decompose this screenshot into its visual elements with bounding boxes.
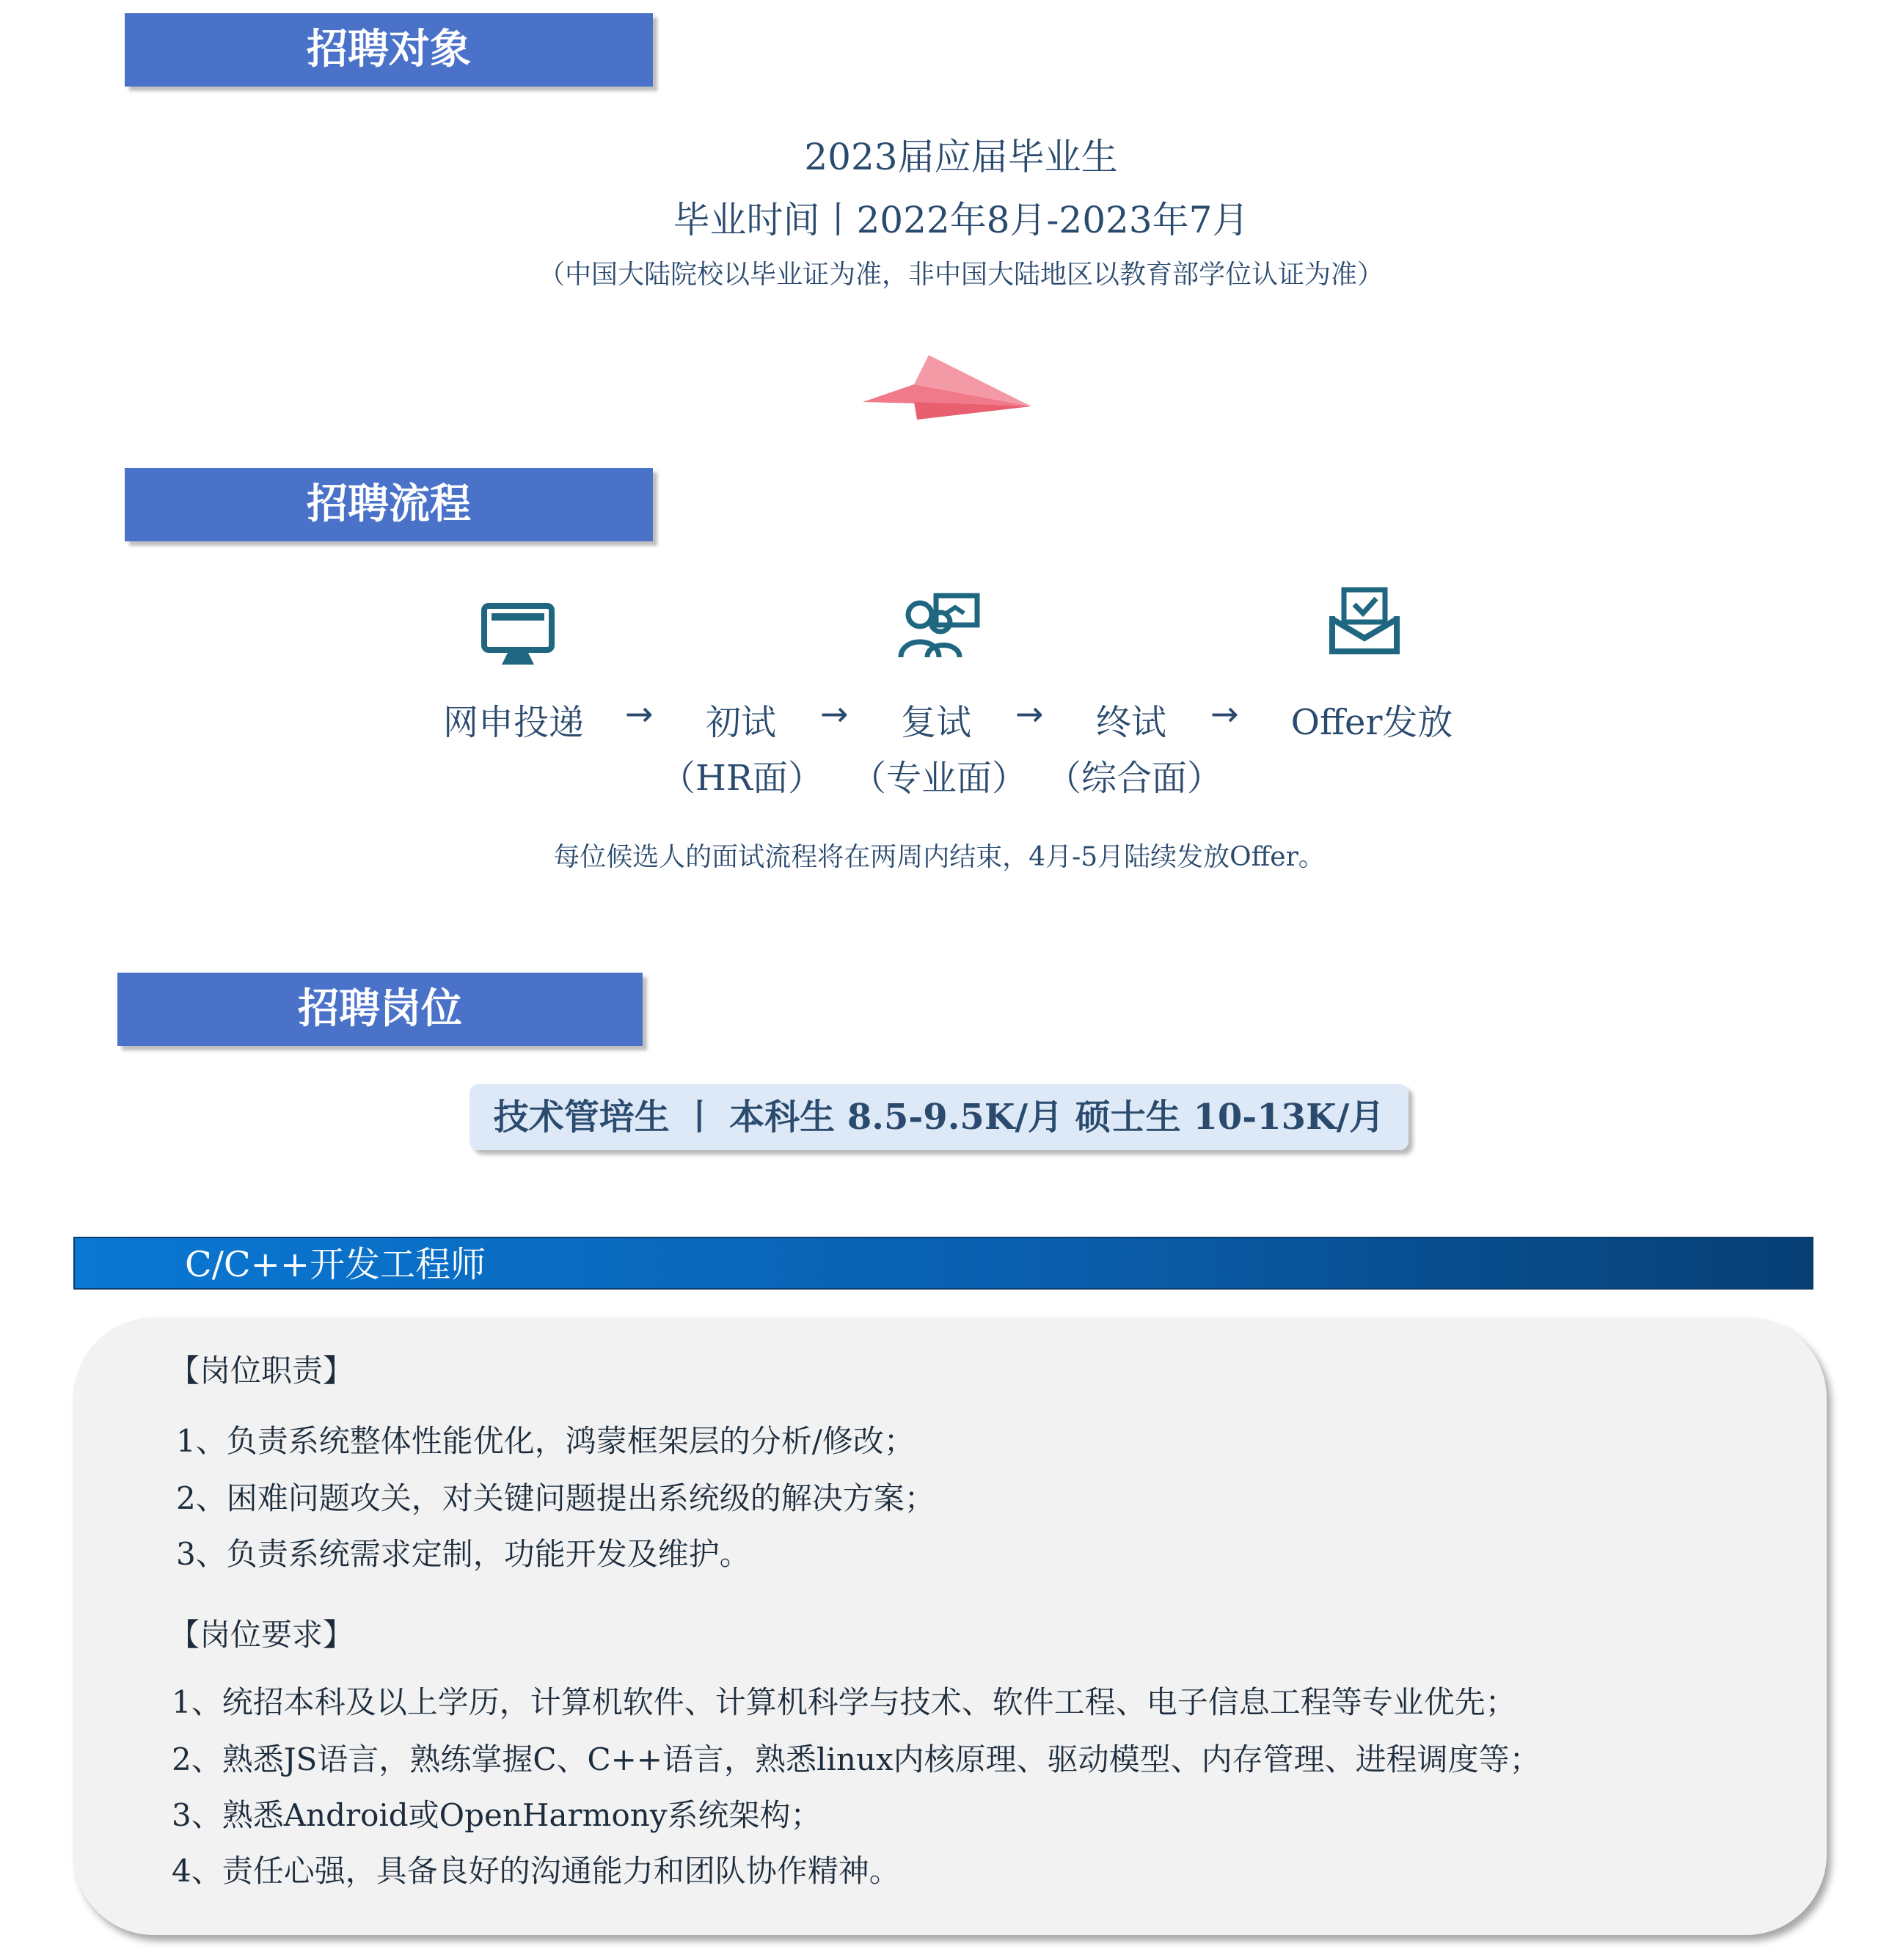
requirement-item: 2、熟悉JS语言，熟练掌握C、C++语言，熟悉linux内核原理、驱动模型、内存管理、进程调度等； <box>172 1741 1541 1777</box>
process-note: 每位候选人的面试流程将在两周内结束，4月-5月陆续发放Offer。 <box>553 842 1325 872</box>
step-2-label: 初试 <box>705 702 776 743</box>
step-2-sub: （HR面） <box>660 758 824 799</box>
section-header-process <box>125 468 653 541</box>
section-title: 招聘岗位 <box>298 985 462 1033</box>
step-5-label: Offer发放 <box>1290 702 1453 743</box>
target-note: （中国大陆院校以毕业证为准，非中国大陆地区以教育部学位认证为准） <box>538 260 1384 290</box>
section-header-target <box>125 13 653 87</box>
monitor-icon <box>481 603 555 668</box>
step-4-sub: （综合面） <box>1045 758 1222 799</box>
target-line-2: 毕业时间丨2022年8月-2023年7月 <box>673 199 1249 241</box>
arrow-icon: → <box>820 694 849 734</box>
duty-item: 1、负责系统整体性能优化，鸿蒙框架层的分析/修改； <box>176 1423 915 1459</box>
section-title: 招聘对象 <box>307 26 471 73</box>
step-3-sub: （专业面） <box>850 758 1027 799</box>
section-header-positions <box>117 973 643 1046</box>
duty-item: 2、困难问题攻关，对关键问题提出系统级的解决方案； <box>176 1480 935 1516</box>
job-title-bar: C/C++开发工程师 <box>73 1237 1813 1290</box>
step-3-label: 复试 <box>900 702 971 743</box>
requirement-item: 1、统招本科及以上学历，计算机软件、计算机科学与技术、软件工程、电子信息工程等专业优先； <box>172 1684 1516 1720</box>
job-detail-card <box>73 1317 1827 1935</box>
step-1-label: 网申投递 <box>442 702 584 743</box>
target-line-1: 2023届应届毕业生 <box>804 136 1118 178</box>
salary-badge: 技术管培生 丨 本科生 8.5-9.5K/月 硕士生 10-13K/月 <box>470 1084 1408 1150</box>
requirements-heading: 【岗位要求】 <box>169 1617 354 1653</box>
duties-heading: 【岗位职责】 <box>169 1353 354 1389</box>
arrow-icon: → <box>1015 694 1044 734</box>
duty-item: 3、负责系统需求定制，功能开发及维护。 <box>176 1536 750 1572</box>
requirement-item: 4、责任心强，具备良好的沟通能力和团队协作精神。 <box>172 1853 900 1889</box>
envelope-check-icon <box>1329 587 1400 654</box>
arrow-icon: → <box>1210 694 1239 734</box>
team-presentation-icon <box>898 593 980 660</box>
requirement-item: 3、熟悉Android或OpenHarmony系统架构； <box>172 1797 822 1833</box>
step-4-label: 终试 <box>1095 702 1166 743</box>
section-title: 招聘流程 <box>307 480 471 528</box>
paper-plane-icon <box>863 355 1031 423</box>
arrow-icon: → <box>625 694 654 734</box>
